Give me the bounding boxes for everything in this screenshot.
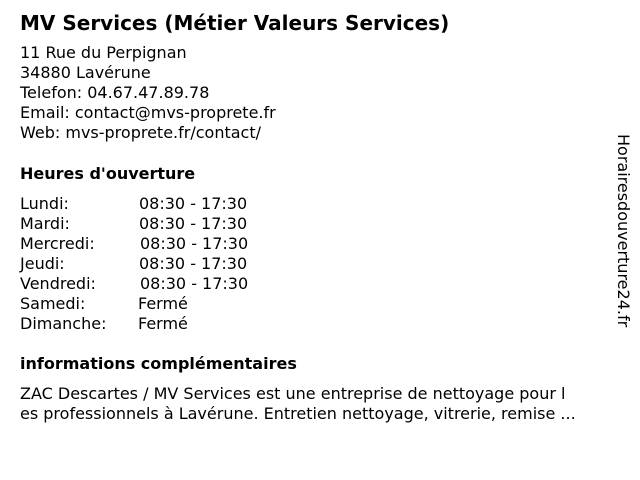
- hours-time-value: Fermé: [138, 314, 188, 333]
- hours-day-label: Jeudi:: [20, 254, 65, 273]
- hours-day-label: Dimanche:: [20, 314, 107, 333]
- street-address: 11 Rue du Perpignan: [20, 43, 187, 62]
- additional-info-line: ZAC Descartes / MV Services est une entreprise de nettoyage pour l: [20, 384, 566, 403]
- hours-day-label: Mardi:: [20, 214, 70, 233]
- phone-number[interactable]: Telefon: 04.67.47.89.78: [20, 83, 210, 102]
- city-address: 34880 Lavérune: [20, 63, 151, 82]
- hours-row-saturday: [20, 294, 320, 314]
- additional-info-heading: informations complémentaires: [20, 354, 297, 373]
- hours-day-label: Vendredi:: [20, 274, 96, 293]
- hours-time-value: Fermé: [138, 294, 188, 313]
- contact-block: [20, 43, 276, 143]
- hours-time-value: 08:30 - 17:30: [140, 274, 249, 293]
- site-brand-vertical: Horairesdouverture24.fr: [614, 134, 633, 328]
- website-link[interactable]: Web: mvs-proprete.fr/contact/: [20, 123, 261, 142]
- hours-time-value: 08:30 - 17:30: [140, 234, 249, 253]
- hours-row-wednesday: [20, 234, 320, 254]
- hours-day-label: Lundi:: [20, 194, 69, 213]
- hours-row-monday: [20, 194, 320, 214]
- opening-hours-table: [20, 194, 320, 334]
- hours-time-value: 08:30 - 17:30: [139, 214, 248, 233]
- email-address[interactable]: Email: contact@mvs-proprete.fr: [20, 103, 276, 122]
- hours-time-value: 08:30 - 17:30: [139, 194, 248, 213]
- hours-day-label: Mercredi:: [20, 234, 95, 253]
- additional-info-line: es professionnels à Lavérune. Entretien nettoyage, vitrerie, remise ...: [20, 404, 576, 423]
- hours-day-label: Samedi:: [20, 294, 86, 313]
- hours-time-value: 08:30 - 17:30: [139, 254, 248, 273]
- business-name: MV Services (Métier Valeurs Services): [20, 11, 450, 35]
- opening-hours-heading: Heures d'ouverture: [20, 164, 196, 183]
- additional-info-text: [20, 384, 625, 424]
- hours-row-tuesday: [20, 214, 320, 234]
- hours-row-thursday: [20, 254, 320, 274]
- hours-row-sunday: [20, 314, 320, 334]
- hours-row-friday: [20, 274, 320, 294]
